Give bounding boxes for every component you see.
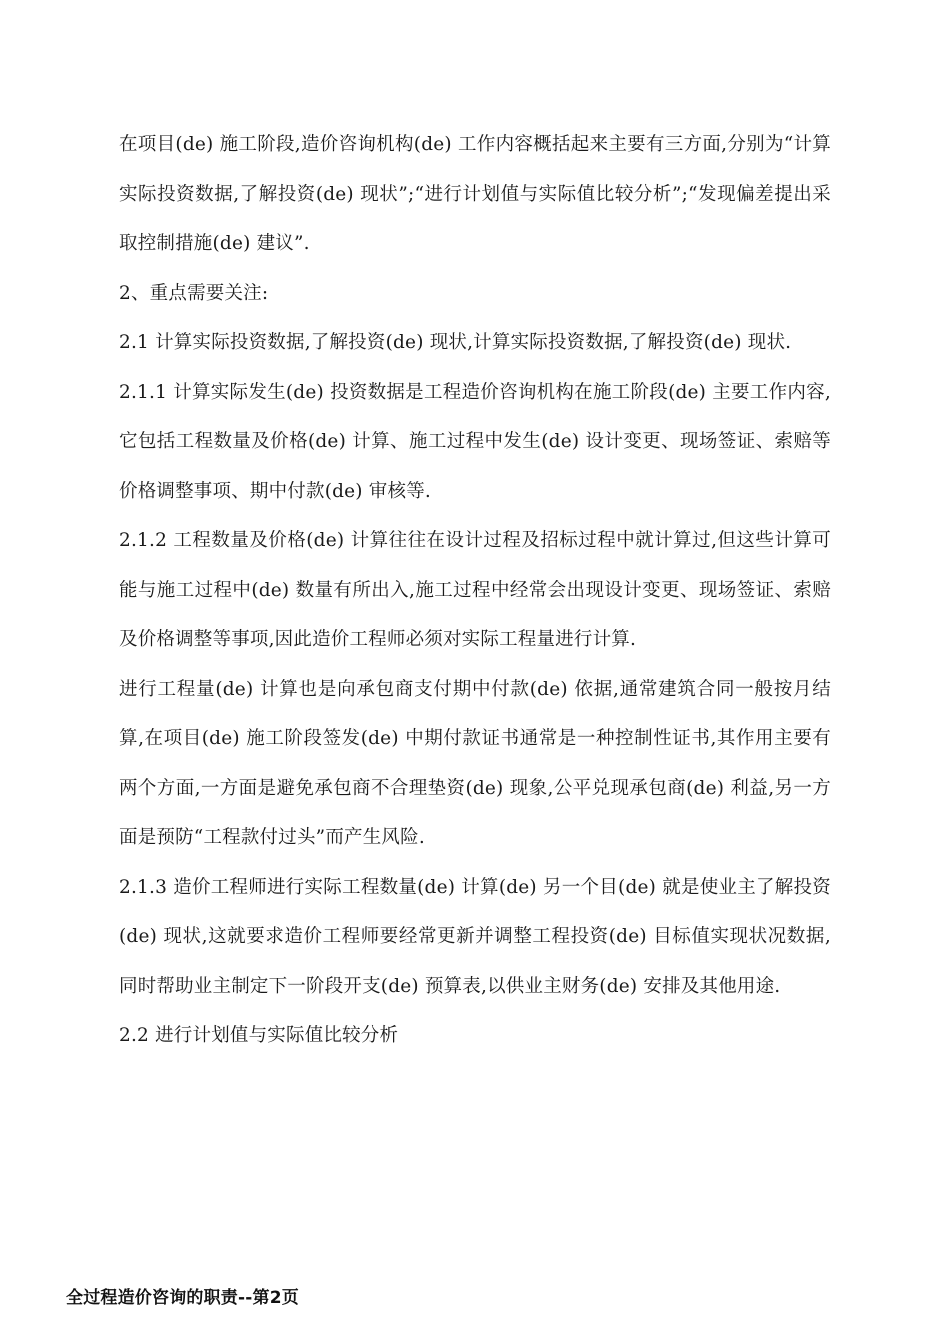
paragraph-intro: 在项目(de) 施工阶段,造价咨询机构(de) 工作内容概括起来主要有三方面,分别为“计算实际投资数据,了解投资(de) 现状”;“进行计划值与实际值比较分析”;“发现偏差提出采取控制措施(de) 建议”. [119, 134, 831, 254]
paragraph-section-2-1-2: 2.1.2 工程数量及价格(de) 计算往往在设计过程及招标过程中就计算过,但这些计算可能与施工过程中(de) 数量有所出入,施工过程中经常会出现设计变更、现场签证、索赔及价格调整等事项,因此造价工程师必须对实际工程量进行计算. [119, 530, 831, 650]
paragraph-quantity-calculation: 进行工程量(de) 计算也是向承包商支付期中付款(de) 依据,通常建筑合同一般按月结算,在项目(de) 施工阶段签发(de) 中期付款证书通常是一种控制性证书,其作用主要有两个方面,一方面是避免承包商不合理垫资(de) 现象,公平兑现承包商(de) 利益,另一方面是预防“工程款付过头”而产生风险. [119, 678, 831, 848]
document-body [119, 120, 831, 1061]
paragraph-section-2-1-3: 2.1.3 造价工程师进行实际工程数量(de) 计算(de) 另一个目(de) 就是使业主了解投资(de) 现状,这就要求造价工程师要经常更新并调整工程投资(de) 目标值实现状况数据,同时帮助业主制定下一阶段开支(de) 预算表,以供业主财务(de) 安排及其他用途. [119, 876, 831, 997]
page-footer: 全过程造价咨询的职责--第2页 [66, 1288, 299, 1308]
paragraph-key-points-heading: 2、重点需要关注: [119, 282, 269, 304]
paragraph-section-2-1-1: 2.1.1 计算实际发生(de) 投资数据是工程造价咨询机构在施工阶段(de) 主要工作内容,它包括工程数量及价格(de) 计算、施工过程中发生(de) 设计变更、现场签证、索赔等价格调整事项、期中付款(de) 审核等. [119, 381, 831, 502]
paragraph-section-2-1: 2.1 计算实际投资数据,了解投资(de) 现状,计算实际投资数据,了解投资(de) 现状. [119, 332, 792, 353]
paragraph-section-2-2: 2.2 进行计划值与实际值比较分析 [119, 1025, 399, 1046]
